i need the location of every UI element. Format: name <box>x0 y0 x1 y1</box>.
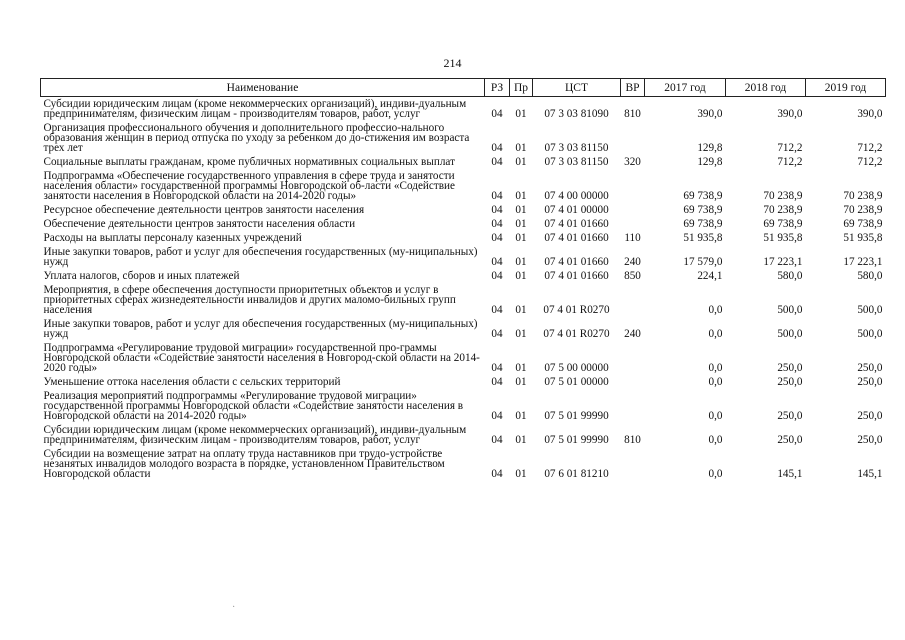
row-pr-cell: 01 <box>515 256 527 268</box>
table-row <box>41 375 886 389</box>
row-pr-cell: 01 <box>515 410 527 422</box>
row-2017-cell: 0,0 <box>708 410 723 422</box>
row-rz-cell: 04 <box>491 468 503 480</box>
table-row <box>41 121 886 155</box>
row-rz-cell: 04 <box>491 190 503 202</box>
row-2018-cell: 250,0 <box>777 434 803 446</box>
row-pr-cell: 01 <box>515 190 527 202</box>
row-pr-cell: 01 <box>515 328 527 340</box>
row-vr-cell: 320 <box>624 156 641 168</box>
row-rz-cell: 04 <box>491 156 503 168</box>
row-2019-cell: 70 238,9 <box>843 204 883 216</box>
table-row <box>41 231 886 245</box>
row-rz-cell: 04 <box>491 108 503 120</box>
row-vr-cell <box>621 389 645 423</box>
row-vr-cell: 810 <box>624 434 641 446</box>
row-cst-cell: 07 3 03 81150 <box>544 142 609 154</box>
row-cst-cell: 07 4 01 R0270 <box>543 328 610 340</box>
row-vr-cell: 850 <box>624 270 641 282</box>
row-pr-cell: 01 <box>515 362 527 374</box>
row-2017-cell: 51 935,8 <box>683 232 723 244</box>
row-2018-cell: 17 223,1 <box>763 256 803 268</box>
row-2018-cell: 250,0 <box>777 362 803 374</box>
row-rz-cell: 04 <box>491 270 503 282</box>
row-name-cell: Субсидии юридическим лицам (кроме некоммерческих организаций), индиви-дуальным предпринимателям, физическим лицам - производителям товаров, работ, услуг <box>43 98 467 120</box>
row-rz-cell: 04 <box>491 434 503 446</box>
row-2018-cell: 70 238,9 <box>763 190 803 202</box>
row-name-cell: Обеспечение деятельности центров занятости населения области <box>43 218 356 230</box>
row-pr-cell: 01 <box>515 204 527 216</box>
footer-mark: · <box>232 602 236 613</box>
header-name: Наименование <box>41 79 485 97</box>
table-row <box>41 283 886 317</box>
row-pr-cell: 01 <box>515 156 527 168</box>
row-name-cell: Ресурсное обеспечение деятельности центров занятости населения <box>43 204 365 216</box>
row-2017-cell: 390,0 <box>697 108 723 120</box>
row-rz-cell: 04 <box>491 410 503 422</box>
row-2017-cell: 129,8 <box>697 142 723 154</box>
row-2017-cell: 69 738,9 <box>683 204 723 216</box>
row-cst-cell: 07 5 01 99990 <box>544 410 609 422</box>
table-row <box>41 245 886 269</box>
row-2018-cell: 250,0 <box>777 376 803 388</box>
row-2018-cell: 580,0 <box>777 270 803 282</box>
header-vr: ВР <box>621 79 645 97</box>
row-pr-cell: 01 <box>515 142 527 154</box>
table-row <box>41 341 886 375</box>
table-row <box>41 155 886 169</box>
row-2019-cell: 580,0 <box>857 270 883 282</box>
table-row <box>41 97 886 122</box>
row-vr-cell <box>621 341 645 375</box>
row-cst-cell: 07 5 00 00000 <box>544 362 609 374</box>
row-rz-cell: 04 <box>491 204 503 216</box>
row-2019-cell: 51 935,8 <box>843 232 883 244</box>
row-cst-cell: 07 5 01 99990 <box>544 434 609 446</box>
row-vr-cell: 810 <box>624 108 641 120</box>
row-2019-cell: 145,1 <box>857 468 883 480</box>
row-2019-cell: 250,0 <box>857 362 883 374</box>
row-vr-cell <box>621 169 645 203</box>
row-rz-cell: 04 <box>491 376 503 388</box>
row-2018-cell: 500,0 <box>777 328 803 340</box>
page-number: 214 <box>443 56 462 70</box>
row-2017-cell: 17 579,0 <box>683 256 723 268</box>
row-cst-cell: 07 5 01 00000 <box>544 376 609 388</box>
row-pr-cell: 01 <box>515 232 527 244</box>
row-pr-cell: 01 <box>515 376 527 388</box>
row-cst-cell: 07 4 01 01660 <box>544 218 609 230</box>
header-pr: Пр <box>510 79 533 97</box>
row-name-cell: Субсидии юридическим лицам (кроме некоммерческих организаций), индиви-дуальным предпринимателям, физическим лицам - производителям товаров, работ, услуг <box>43 424 467 446</box>
row-name-cell: Организация профессионального обучения и дополнительного профессио-нального образования женщин в период отпуска по уходу за ребенком до до-стижения им возраста трех лет <box>43 122 470 154</box>
row-2018-cell: 69 738,9 <box>763 218 803 230</box>
row-vr-cell: 240 <box>624 256 641 268</box>
row-2019-cell: 500,0 <box>857 328 883 340</box>
row-2019-cell: 250,0 <box>857 410 883 422</box>
row-name-cell: Социальные выплаты гражданам, кроме публичных нормативных социальных выплат <box>43 156 455 168</box>
budget-table <box>40 78 886 481</box>
row-vr-cell: 110 <box>624 232 641 244</box>
row-rz-cell: 04 <box>491 218 503 230</box>
row-2017-cell: 0,0 <box>708 434 723 446</box>
row-name-cell: Подпрограмма «Обеспечение государственного управления в сфере труда и занятости населения области» государственной программы Новгородской об-ласти «Содействие занятости населения в Новгородской области на 2014-2020 годы» <box>43 170 455 202</box>
row-2019-cell: 17 223,1 <box>843 256 883 268</box>
row-2018-cell: 500,0 <box>777 304 803 316</box>
row-name-cell: Субсидии на возмещение затрат на оплату труда наставников при трудо-устройстве незанятых инвалидов молодого возраста в порядке, установленном Правительством Новгородской области <box>43 448 445 480</box>
row-2017-cell: 69 738,9 <box>683 218 723 230</box>
row-vr-cell <box>621 283 645 317</box>
row-vr-cell <box>621 217 645 231</box>
row-2019-cell: 250,0 <box>857 434 883 446</box>
row-name-cell: Уменьшение оттока населения области с сельских территорий <box>43 376 341 388</box>
row-cst-cell: 07 4 01 R0270 <box>543 304 610 316</box>
row-cst-cell: 07 3 03 81090 <box>544 108 609 120</box>
row-2017-cell: 224,1 <box>697 270 723 282</box>
row-pr-cell: 01 <box>515 468 527 480</box>
row-pr-cell: 01 <box>515 218 527 230</box>
row-rz-cell: 04 <box>491 328 503 340</box>
row-2017-cell: 0,0 <box>708 468 723 480</box>
row-pr-cell: 01 <box>515 434 527 446</box>
row-cst-cell: 07 4 01 00000 <box>544 204 609 216</box>
row-2019-cell: 500,0 <box>857 304 883 316</box>
table-row <box>41 317 886 341</box>
row-2017-cell: 0,0 <box>708 362 723 374</box>
header-rz: РЗ <box>485 79 510 97</box>
row-2019-cell: 712,2 <box>857 142 883 154</box>
row-rz-cell: 04 <box>491 142 503 154</box>
row-2019-cell: 69 738,9 <box>843 218 883 230</box>
row-2017-cell: 69 738,9 <box>683 190 723 202</box>
row-vr-cell <box>621 203 645 217</box>
row-vr-cell <box>621 447 645 481</box>
table-row <box>41 203 886 217</box>
table-body <box>41 97 886 482</box>
row-pr-cell: 01 <box>515 304 527 316</box>
row-pr-cell: 01 <box>515 270 527 282</box>
row-2017-cell: 0,0 <box>708 304 723 316</box>
table-header-row <box>41 79 886 97</box>
row-2018-cell: 70 238,9 <box>763 204 803 216</box>
row-2017-cell: 129,8 <box>697 156 723 168</box>
row-2018-cell: 390,0 <box>777 108 803 120</box>
row-2017-cell: 0,0 <box>708 328 723 340</box>
row-2019-cell: 712,2 <box>857 156 883 168</box>
row-name-cell: Мероприятия, в сфере обеспечения доступности приоритетных объектов и услуг в приоритетных сферах жизнедеятельности инвалидов и других маломо-бильных групп населения <box>43 284 456 316</box>
row-vr-cell: 240 <box>624 328 641 340</box>
header-cst: ЦСТ <box>533 79 621 97</box>
table-row <box>41 389 886 423</box>
row-cst-cell: 07 4 00 00000 <box>544 190 609 202</box>
row-cst-cell: 07 6 01 81210 <box>544 468 609 480</box>
table-row <box>41 169 886 203</box>
row-name-cell: Реализация мероприятий подпрограммы «Регулирование трудовой миграции» государственной программы Новгородской области «Содействие занятости населения в Новгородской области на 2014-2020 годы» <box>43 390 464 422</box>
header-2018: 2018 год <box>726 79 806 97</box>
row-cst-cell: 07 4 01 01660 <box>544 256 609 268</box>
row-2018-cell: 145,1 <box>777 468 803 480</box>
row-2018-cell: 250,0 <box>777 410 803 422</box>
header-2019: 2019 год <box>806 79 886 97</box>
row-name-cell: Расходы на выплаты персоналу казенных учреждений <box>43 232 302 244</box>
row-2018-cell: 712,2 <box>777 156 803 168</box>
row-name-cell: Уплата налогов, сборов и иных платежей <box>43 270 240 282</box>
row-2018-cell: 712,2 <box>777 142 803 154</box>
row-cst-cell: 07 4 01 01660 <box>544 232 609 244</box>
row-2019-cell: 250,0 <box>857 376 883 388</box>
row-cst-cell: 07 4 01 01660 <box>544 270 609 282</box>
header-2017: 2017 год <box>645 79 726 97</box>
row-2019-cell: 390,0 <box>857 108 883 120</box>
row-name-cell: Иные закупки товаров, работ и услуг для обеспечения государственных (му-ниципальных) нужд <box>43 318 478 340</box>
row-rz-cell: 04 <box>491 362 503 374</box>
row-rz-cell: 04 <box>491 256 503 268</box>
row-name-cell: Подпрограмма «Регулирование трудовой миграции» государственной про-граммы Новгородской области «Содействие занятости населения в Новгород-ской области на 2014-2020 годы» <box>43 342 480 374</box>
row-name-cell: Иные закупки товаров, работ и услуг для обеспечения государственных (му-ниципальных) нужд <box>43 246 478 268</box>
table-row <box>41 269 886 283</box>
row-2017-cell: 0,0 <box>708 376 723 388</box>
row-rz-cell: 04 <box>491 304 503 316</box>
row-cst-cell: 07 3 03 81150 <box>544 156 609 168</box>
table-row <box>41 217 886 231</box>
table-row <box>41 447 886 481</box>
row-vr-cell <box>621 121 645 155</box>
row-2018-cell: 51 935,8 <box>763 232 803 244</box>
row-pr-cell: 01 <box>515 108 527 120</box>
row-rz-cell: 04 <box>491 232 503 244</box>
row-vr-cell <box>621 375 645 389</box>
row-2019-cell: 70 238,9 <box>843 190 883 202</box>
table-row <box>41 423 886 447</box>
